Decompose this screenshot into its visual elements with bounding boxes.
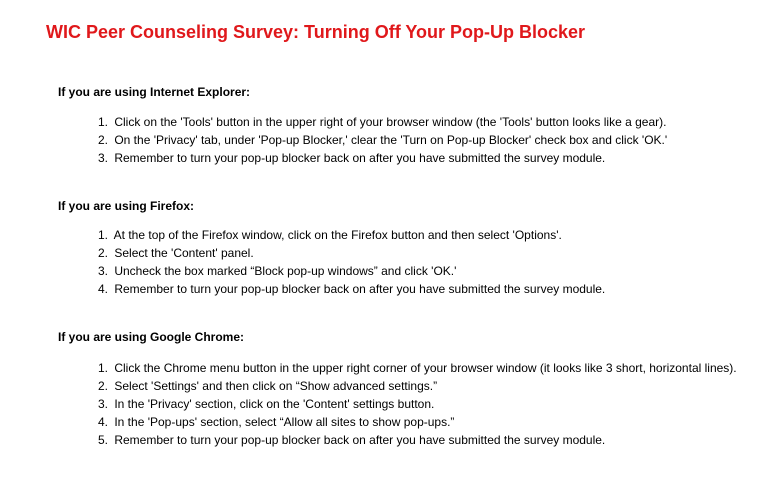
step-item (98, 377, 737, 395)
step-text: In the 'Pop-ups' section, select “Allow all sites to show pop-ups.” (114, 415, 455, 429)
step-number: 4. (98, 282, 109, 296)
step-text: Remember to turn your pop-up blocker back on after you have submitted the survey module. (114, 433, 606, 447)
step-item (98, 113, 667, 131)
step-text: Uncheck the box marked “Block pop-up windows” and click 'OK.' (114, 264, 457, 278)
section-heading: If you are using Google Chrome: (58, 330, 245, 344)
step-number: 4. (98, 415, 109, 429)
step-item (98, 280, 605, 298)
step-item (98, 431, 737, 449)
step-item (98, 413, 737, 431)
step-item (98, 149, 667, 167)
step-number: 3. (98, 264, 109, 278)
step-text: Remember to turn your pop-up blocker back on after you have submitted the survey module. (114, 151, 606, 165)
step-text: On the 'Privacy' tab, under 'Pop-up Blocker,' clear the 'Turn on Pop-up Blocker' check box and click 'OK.' (114, 133, 668, 147)
step-item (98, 226, 605, 244)
step-number: 3. (98, 151, 109, 165)
steps-list (98, 226, 605, 298)
step-item (98, 359, 737, 377)
step-number: 1. (98, 115, 109, 129)
step-number: 2. (98, 133, 109, 147)
steps-list (98, 113, 667, 167)
step-number: 3. (98, 397, 109, 411)
step-number: 5. (98, 433, 109, 447)
step-text: Click on the 'Tools' button in the upper right of your browser window (the 'Tools' button looks like a gear). (114, 115, 667, 129)
step-number: 1. (98, 361, 109, 375)
step-text: Remember to turn your pop-up blocker back on after you have submitted the survey module. (114, 282, 606, 296)
section-firefox (58, 199, 778, 296)
steps-list (98, 359, 737, 449)
section-internet-explorer (58, 85, 778, 165)
step-text: In the 'Privacy' section, click on the 'Content' settings button. (114, 397, 435, 411)
step-number: 2. (98, 379, 109, 393)
section-heading: If you are using Internet Explorer: (58, 85, 251, 99)
step-text: Click the Chrome menu button in the upper right corner of your browser window (it looks like 3 short, horizontal lines). (114, 361, 737, 375)
step-number: 2. (98, 246, 109, 260)
section-heading: If you are using Firefox: (58, 199, 195, 213)
step-item (98, 244, 605, 262)
step-item (98, 131, 667, 149)
step-item (98, 262, 605, 280)
section-google-chrome (58, 330, 778, 447)
page-title: WIC Peer Counseling Survey: Turning Off Your Pop-Up Blocker (46, 22, 586, 42)
step-text: Select the 'Content' panel. (114, 246, 254, 260)
step-item (98, 395, 737, 413)
step-text: Select 'Settings' and then click on “Show advanced settings.” (114, 379, 438, 393)
step-text: At the top of the Firefox window, click on the Firefox button and then select 'Options'. (113, 228, 562, 242)
step-number: 1. (98, 228, 109, 242)
